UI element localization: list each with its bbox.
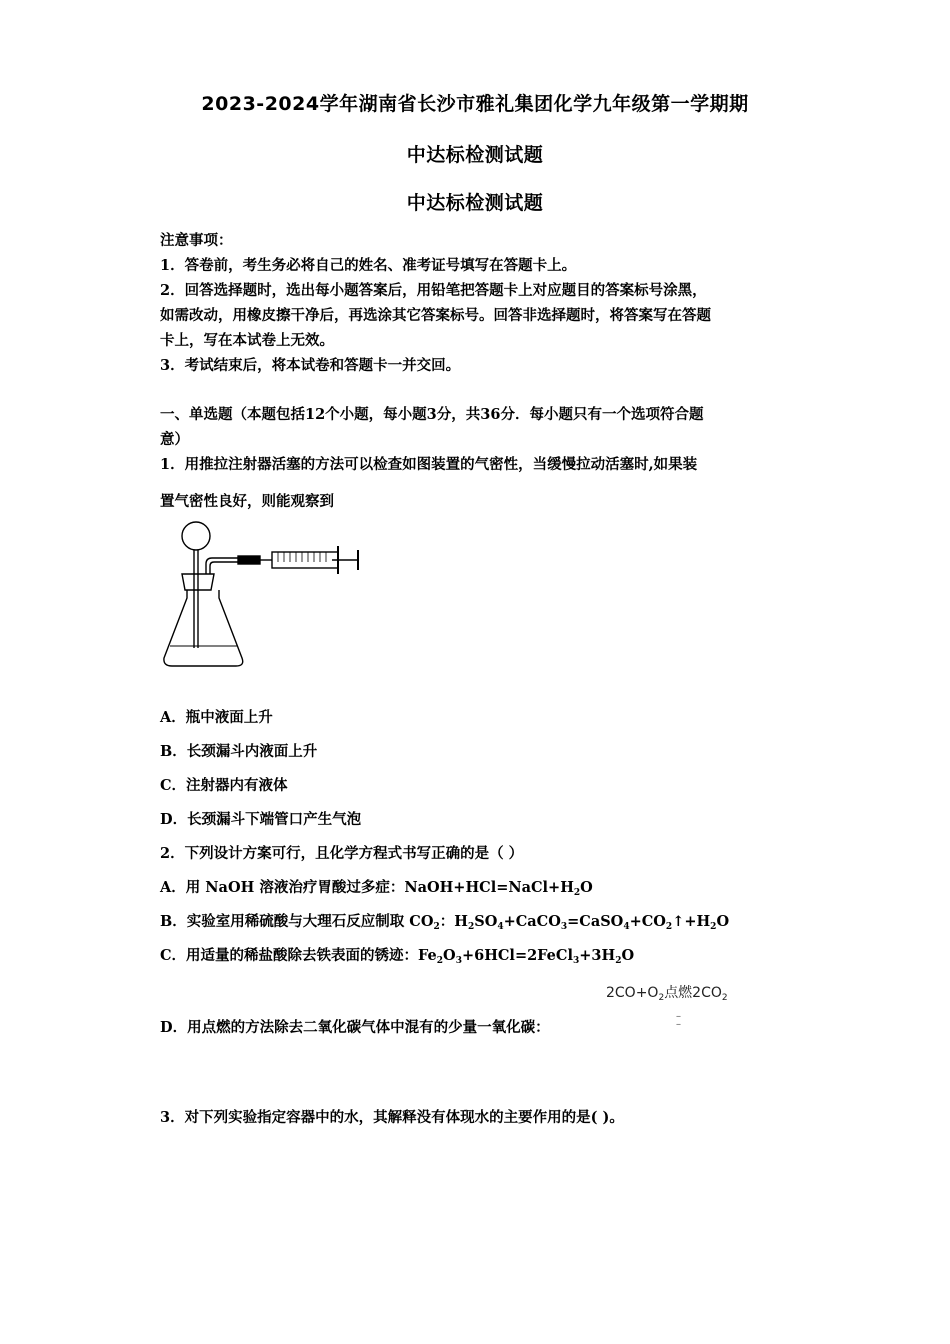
q2-option-b: B．实验室用稀硫酸与大理石反应制取 $CO_2$：$H_2SO_4+CaCO_3=CaSO_4+CO_2↑+H_2O$ (160, 913, 730, 932)
page-title-line1: 2023-2024学年湖南省长沙市雅礼集团化学九年级第一学期期 (201, 93, 749, 115)
conical-flask (164, 590, 243, 666)
q2-option-d-equation: $2CO+O_2$点燃$2CO_2$ (606, 985, 728, 1003)
notice-item-1: 1．答卷前，考生务必将自己的姓名、准考证号填写在答题卡上。 (160, 257, 577, 274)
page-title-line3: 中达标检测试题 (406, 192, 544, 214)
notice-item-2b: 如需改动，用橡皮擦干净后，再选涂其它答案标号。回答非选择题时，将答案写在答题 (160, 307, 711, 324)
notice-item-2a: 2．回答选择题时，选出每小题答案后，用铅笔把答题卡上对应题目的答案标号涂黑， (160, 282, 707, 299)
section-heading-b: 意） (160, 431, 189, 448)
q2-stem: 2．下列设计方案可行，且化学方程式书写正确的是（ ） (160, 845, 524, 862)
equation-artifact: – – (676, 1011, 681, 1030)
syringe-barrel (272, 552, 338, 568)
notice-item-2c: 卡上，写在本试卷上无效。 (160, 332, 334, 349)
q3-stem: 3．对下列实验指定容器中的水，其解释没有体现水的主要作用的是( )。 (160, 1109, 624, 1126)
q2-option-a: A．用 NaOH 溶液治疗胃酸过多症：$NaOH+HCl=NaCl+H_2O$ (160, 879, 593, 898)
page-title-line2: 中达标检测试题 (406, 144, 544, 166)
q1-option-d: D．长颈漏斗下端管口产生气泡 (160, 811, 362, 828)
delivery-tube (206, 558, 238, 574)
q1-option-c: C．注射器内有液体 (160, 777, 288, 794)
section-heading-a: 一、单选题（本题包括12个小题，每小题3分，共36分．每小题只有一个选项符合题 (160, 406, 704, 423)
q2-option-d: D．用点燃的方法除去二氧化碳气体中混有的少量一氧化碳： (160, 1019, 550, 1036)
q1-option-a: A．瓶中液面上升 (160, 709, 273, 726)
airtightness-apparatus-diagram (160, 518, 370, 673)
q1-stem-a: 1．用推拉注射器活塞的方法可以检查如图装置的气密性，当缓慢拉动活塞时,如果装 (160, 456, 698, 473)
delivery-tube-inner (210, 562, 238, 574)
rubber-connector (238, 556, 260, 564)
notice-heading: 注意事项： (160, 232, 233, 249)
q1-stem-b: 置气密性良好，则能观察到 (160, 493, 334, 510)
q2-option-c: C．用适量的稀盐酸除去铁表面的锈迹：$Fe_2O_3+6HCl=2FeCl_3+3H_2O$ (160, 947, 635, 966)
notice-item-3: 3．考试结束后，将本试卷和答题卡一并交回。 (160, 357, 461, 374)
funnel-bulb (182, 522, 210, 550)
q1-option-b: B．长颈漏斗内液面上升 (160, 743, 318, 760)
